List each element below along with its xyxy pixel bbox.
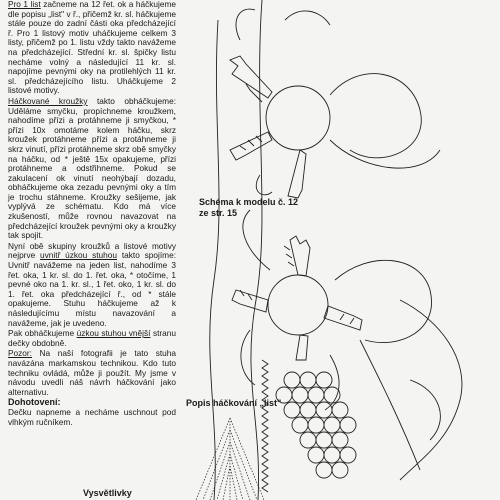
outer-ribbon-a: Pak obháčkujeme (8, 328, 75, 339)
rings-lead: Háčkované kroužky (8, 95, 88, 106)
inner-ribbon-a: Nyní obě skupiny kroužků a listové motivy nejprve (8, 240, 176, 261)
leaf-description-caption: Popis háčkování „list" (186, 398, 282, 408)
note-text: Na naší fotografii je tato stuha navázána markamskou technikou. Kdo tuto techniku ovládá, může ji použít. My jsme v návodu uvedli náš návrh háčkování jako alternativu. (8, 348, 177, 397)
inner-ribbon-u: uvnitř úzkou stuhou (40, 250, 118, 261)
note-lead: Pozor: (8, 348, 32, 359)
ribbon-line-left (210, 20, 219, 500)
rings-text: takto obháčkujeme: Uděláme smyčku, propíchneme kroužkem, nahodíme přízi a protáhneme ji smyčkou, * přízi 10x omotáme kolem háčku, skrz kroužek protáhneme přízi a protáhneme ji skrz vinutí, přízi protáhneme skrz obě smyčky na háčku, od * ještě 15x opakujeme, přízi protáhneme a odstřihneme. Pokud se zakulacení ok vinutí neohýbají dozadu, obháčkujeme oka zezadu pevnými oky a tím je trochu stáhneme. Kroužky sešijeme, jak vyplývá ze schématu. Kdo má více zkušeností, může rovnou navazovat na předcházející kroužek pevnými oky a kroužky tak spojit. (8, 95, 176, 241)
outer-loops (400, 300, 462, 480)
zigzag-ribbon-lower (262, 360, 268, 492)
outer-ribbon-u: úzkou stuhou vnější (76, 328, 151, 339)
outer-ribbon-b: stranu dečky obdobně. (8, 328, 176, 348)
schema-caption: Schéma k modelu č. 12 ze str. 15 (199, 197, 299, 218)
inner-ribbon-b: takto spojíme: Uvnitř navážeme na jeden list, nahodíme 3 řet. oka, 1 kr. sl. do 1. řet. oka, * otočíme, 1 pevné oko na 1. kr. sl., 1 řet. oko, 1 kr. sl. do 1. řet. oka předcházející ř., od * stále opakujeme. Stuhu háčkujeme až k následujícímu místu navazování a navážeme, jak je uvedeno. (8, 250, 177, 328)
leaf-lead: Pro 1 list (8, 0, 41, 9)
finish-text: Dečku napneme a necháme uschnout pod vlhkým ručníkem. (8, 406, 176, 427)
leaf-text: začneme na 12 řet. ok a háčkujeme dle popisu „list" v ř., přičemž kr. sl. háčkujeme stále pouze do zadní části oka předcházející ř. Pro 1 listový motiv uháčkujeme celkem 3 listy, přičemž po 1. listu vždy takto navážeme na předcházející. Střední kr. sl. špičky listu necháme volný a následující 11 kr. sl. napojíme pevnými oky na protilehlých 11 kr. sl. předcházejícího listu. Uháčkujeme 2 listové motivy. (8, 0, 176, 96)
zigzag-ribbon-right (360, 340, 420, 470)
legend-title: Vysvětlivky (83, 488, 132, 498)
ring-cluster-bottom (276, 372, 356, 478)
leaf-stitch-chart (196, 418, 264, 500)
finish-heading: Dohotovení: (8, 397, 61, 408)
